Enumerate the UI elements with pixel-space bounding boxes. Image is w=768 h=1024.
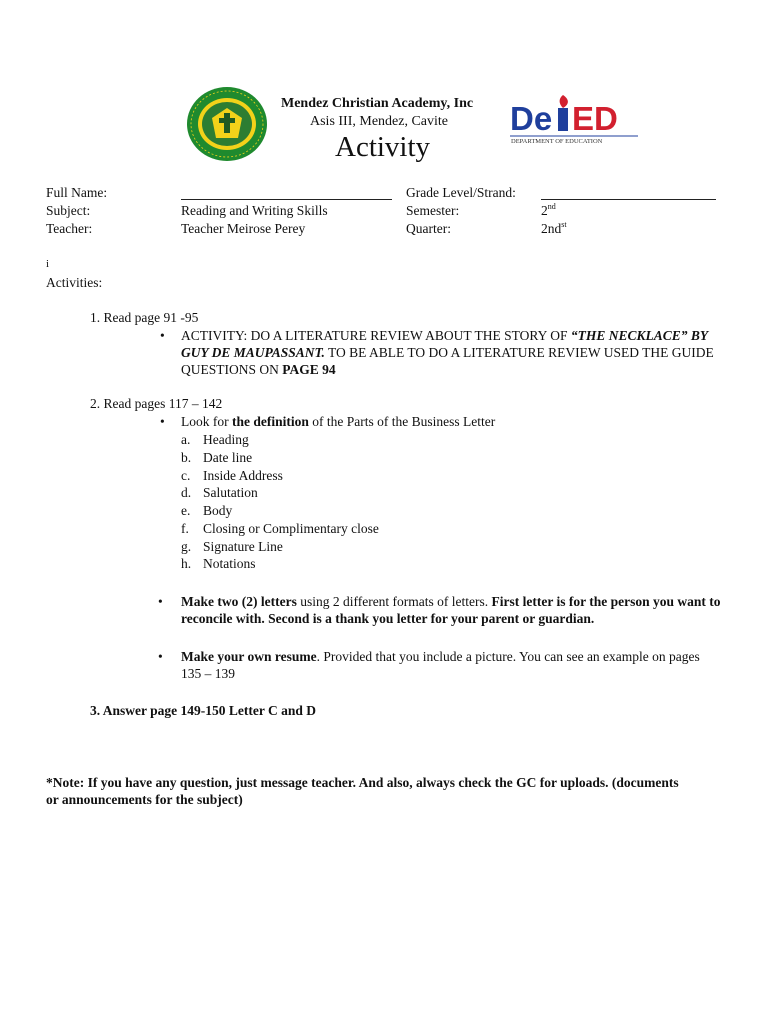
quarter-value: $2nd^{st}$: [541, 220, 567, 236]
list-item: c. Inside Address: [181, 468, 283, 483]
note-text: *Note: If you have any question, just message teacher. And also, always check the GC for uploads. (documents or announcements for the subject): [46, 775, 679, 807]
item2-bullet: Look for the definition of the Parts of the Business Letter: [181, 414, 496, 429]
bullet-icon: •: [158, 594, 163, 609]
subject-label: Subject:: [46, 203, 91, 218]
semester-value: 2nd: [541, 202, 556, 218]
page-title: Activity: [335, 131, 431, 163]
grade-label: Grade Level/Strand:: [406, 185, 516, 200]
grade-field[interactable]: [541, 199, 716, 200]
list-item: h. Notations: [181, 556, 256, 571]
semester-label: Semester:: [406, 203, 460, 218]
school-name: Mendez Christian Academy, Inc: [281, 96, 474, 111]
quarter-label: Quarter:: [406, 221, 451, 236]
bullet-icon: •: [158, 649, 163, 664]
teacher-label: Teacher:: [46, 221, 93, 236]
school-seal-logo: [186, 86, 268, 162]
list-item: d. Salutation: [181, 485, 258, 500]
list-item: g. Signature Line: [181, 539, 283, 554]
bullet-icon: •: [160, 328, 165, 343]
svg-text:ED: ED: [572, 100, 618, 137]
item3-heading: 3. Answer page 149-150 Letter C and D: [90, 703, 316, 718]
list-item: b. Date line: [181, 450, 253, 465]
svg-text:DEPARTMENT OF EDUCATION: DEPARTMENT OF EDUCATION: [511, 138, 603, 145]
full-name-label: Full Name:: [46, 185, 108, 200]
subject-value: Reading and Writing Skills: [181, 203, 328, 218]
item2-heading: 2. Read pages 117 – 142: [90, 396, 223, 411]
deped-logo: [510, 94, 642, 146]
full-name-field[interactable]: [181, 199, 392, 200]
stray-character: i: [46, 258, 50, 270]
school-address: Asis III, Mendez, Cavite: [310, 114, 449, 129]
list-item: a. Heading: [181, 432, 249, 447]
item1-bullet: ACTIVITY: DO A LITERATURE REVIEW ABOUT THE STORY OF “THE NECKLACE” BY GUY DE MAUPASSANT. TO BE ABLE TO DO A LITERATURE REVIEW USED THE GUIDE QUESTIONS ON PAGE 94: [181, 328, 714, 377]
list-item: e. Body: [181, 503, 233, 518]
bullet-icon: •: [160, 414, 165, 429]
item1-heading: 1. Read page 91 -95: [90, 310, 199, 325]
activities-label: Activities:: [46, 275, 103, 290]
resume-instruction: Make your own resume. Provided that you include a picture. You can see an example on pages 135 – 139: [181, 649, 700, 681]
teacher-value: Teacher Meirose Perey: [181, 221, 306, 236]
list-item: f. Closing or Complimentary close: [181, 521, 379, 536]
letters-instruction: Make two (2) letters using 2 different formats of letters. First letter is for the person you want to reconcile with. Second is a thank you letter for your parent or guardian.: [181, 594, 721, 626]
svg-text:De: De: [510, 100, 553, 137]
